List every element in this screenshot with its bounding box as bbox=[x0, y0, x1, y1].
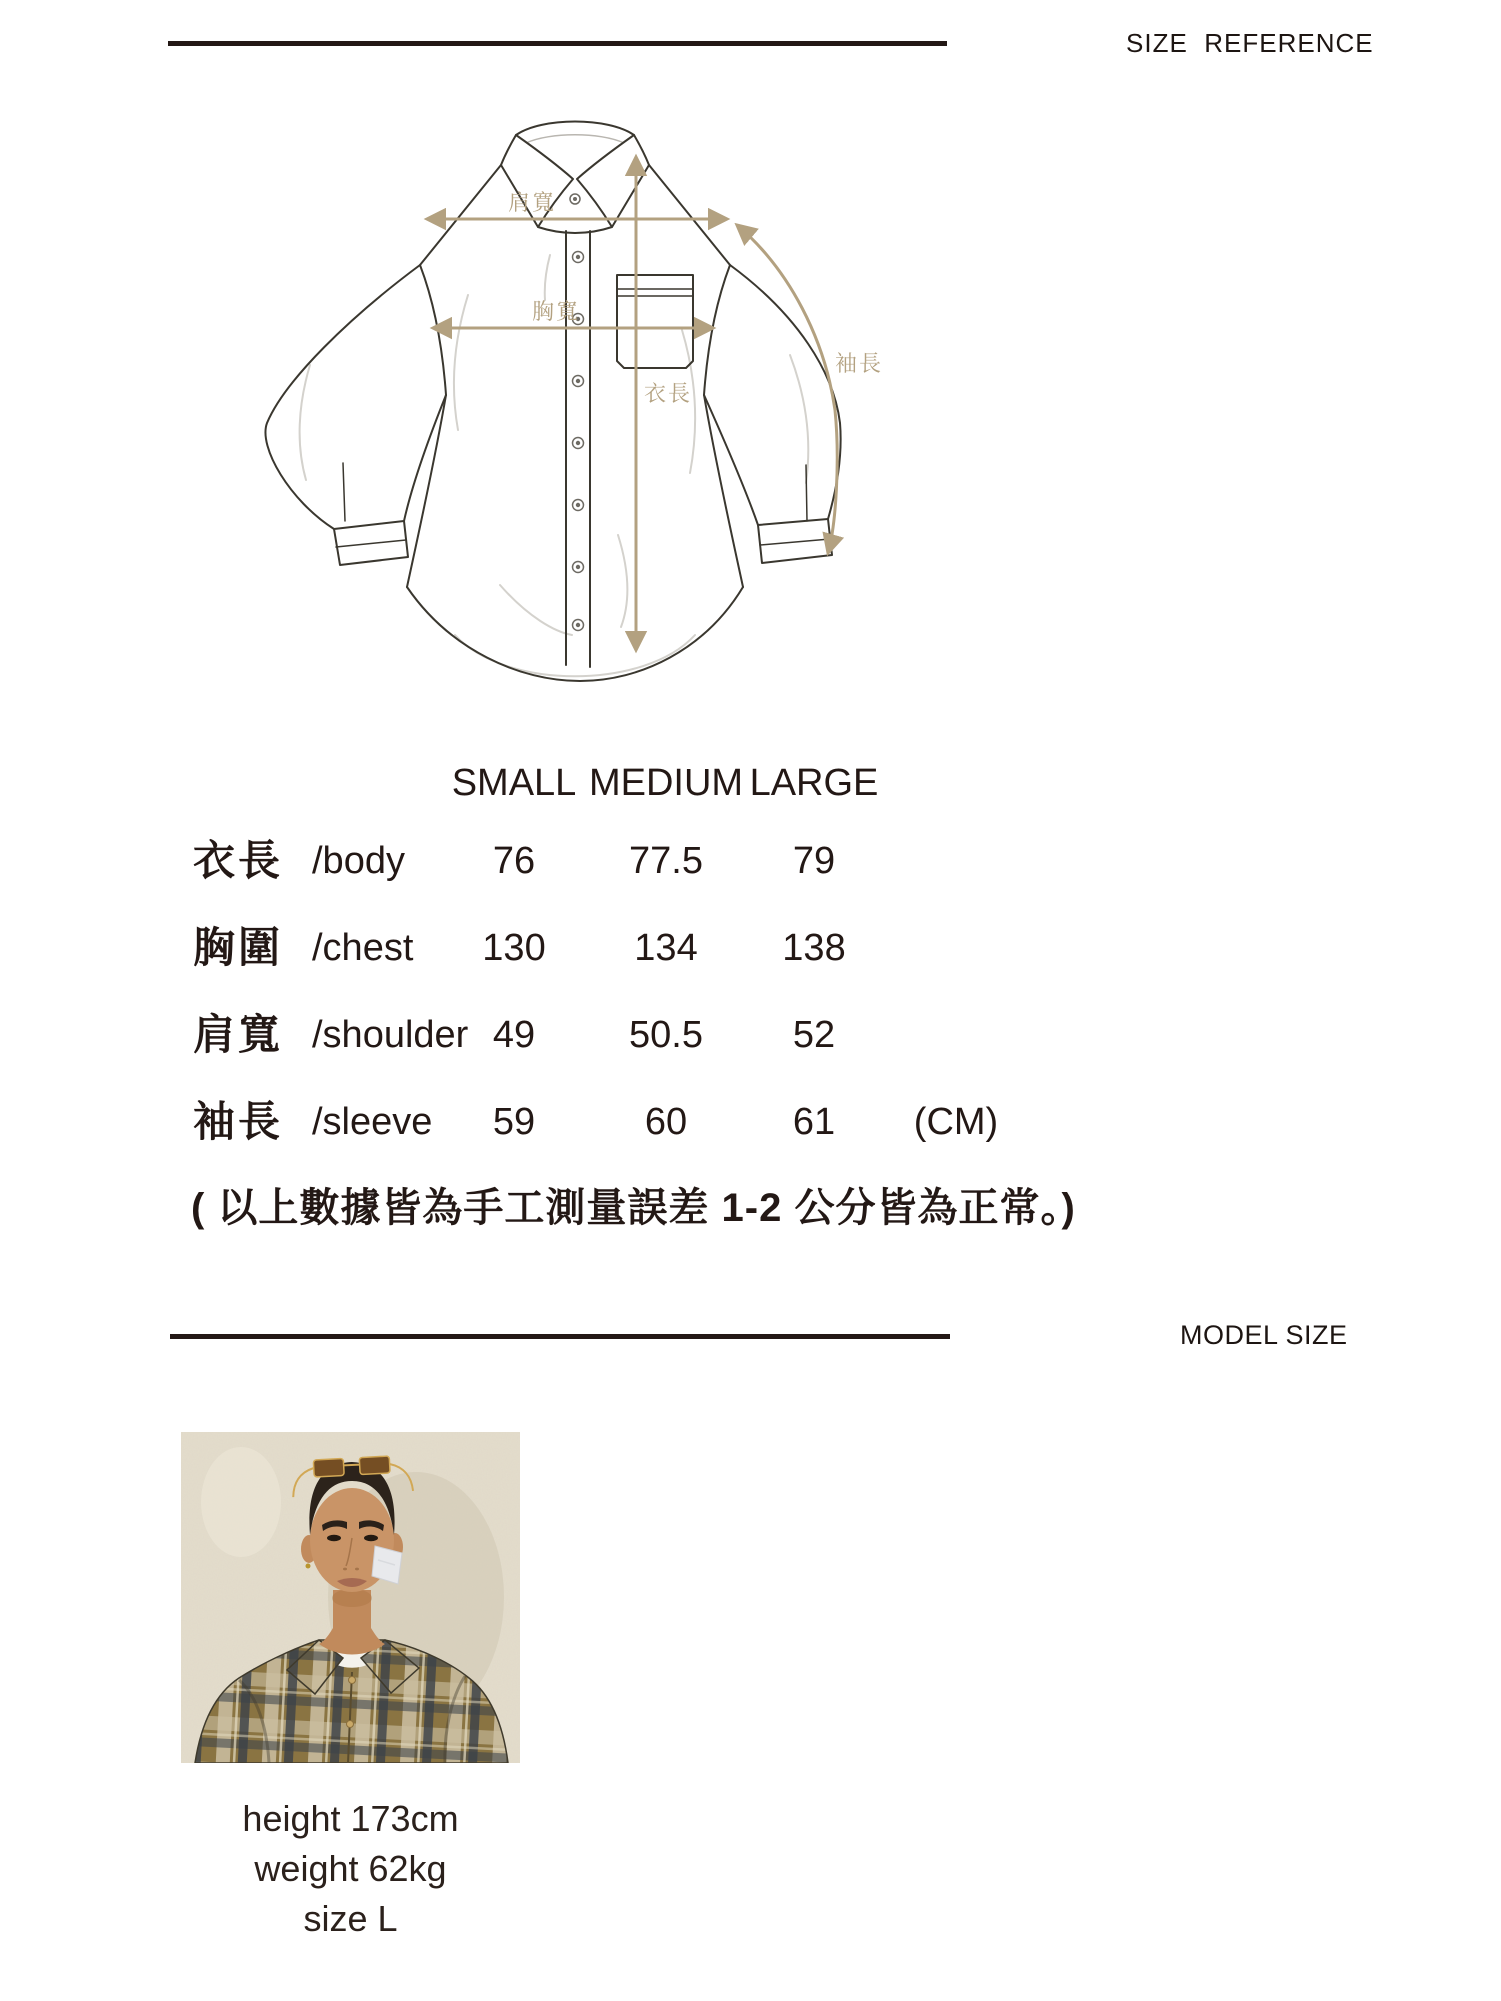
cell-small: 49 bbox=[492, 1014, 536, 1056]
table-row bbox=[0, 1012, 1501, 1058]
model-weight: weight 62kg bbox=[254, 1848, 447, 1889]
row-label-zh: 袖長 bbox=[193, 1098, 284, 1145]
unit-label: (CM) bbox=[913, 1101, 999, 1143]
size-table-header bbox=[0, 760, 1501, 806]
divider-model bbox=[170, 1334, 950, 1339]
cell-small: 76 bbox=[492, 840, 536, 882]
cell-large: 52 bbox=[792, 1014, 836, 1056]
row-label-en: /shoulder bbox=[312, 1014, 469, 1056]
row-label-zh: 肩寬 bbox=[193, 1011, 284, 1058]
model-photo bbox=[181, 1432, 520, 1763]
section-title-model-size: MODEL SIZE bbox=[1180, 1320, 1348, 1350]
measurement-arrows bbox=[427, 157, 837, 650]
divider-top bbox=[168, 41, 947, 46]
table-row bbox=[0, 1099, 1501, 1145]
column-header-medium: MEDIUM bbox=[588, 762, 744, 804]
model-size: size L bbox=[303, 1898, 398, 1939]
cell-large: 61 bbox=[792, 1101, 836, 1143]
column-header-large: LARGE bbox=[749, 762, 879, 804]
cell-medium: 77.5 bbox=[629, 840, 703, 882]
model-stats bbox=[181, 1794, 520, 1944]
label-shoulder-width: 肩寬 bbox=[508, 190, 557, 215]
shirt-buttons bbox=[570, 194, 584, 631]
measurement-note: ( 以上數據皆為手工測量誤差 1-2 公分皆為正常。) bbox=[191, 1186, 1076, 1230]
shirt-measurement-diagram bbox=[250, 105, 910, 690]
row-label-en: /body bbox=[312, 840, 405, 882]
row-label-zh: 衣長 bbox=[193, 837, 284, 884]
column-header-small: SMALL bbox=[451, 762, 577, 804]
model-height: height 173cm bbox=[242, 1798, 459, 1839]
label-chest-width: 胸寬 bbox=[532, 299, 581, 324]
section-title-size-reference: SIZE REFERENCE bbox=[1126, 28, 1374, 58]
row-label-zh: 胸圍 bbox=[193, 924, 284, 971]
label-body-length: 衣長 bbox=[644, 381, 693, 406]
cell-small: 130 bbox=[482, 927, 546, 969]
cell-medium: 60 bbox=[644, 1101, 688, 1143]
earring-left bbox=[306, 1564, 311, 1569]
cell-small: 59 bbox=[492, 1101, 536, 1143]
row-label-en: /sleeve bbox=[312, 1101, 433, 1143]
cell-large: 79 bbox=[792, 840, 836, 882]
cell-large: 138 bbox=[782, 927, 846, 969]
table-row bbox=[0, 838, 1501, 884]
cell-medium: 50.5 bbox=[629, 1014, 703, 1056]
table-row bbox=[0, 925, 1501, 971]
label-sleeve-length: 袖長 bbox=[835, 351, 884, 376]
row-label-en: /chest bbox=[312, 927, 414, 969]
cell-medium: 134 bbox=[634, 927, 698, 969]
